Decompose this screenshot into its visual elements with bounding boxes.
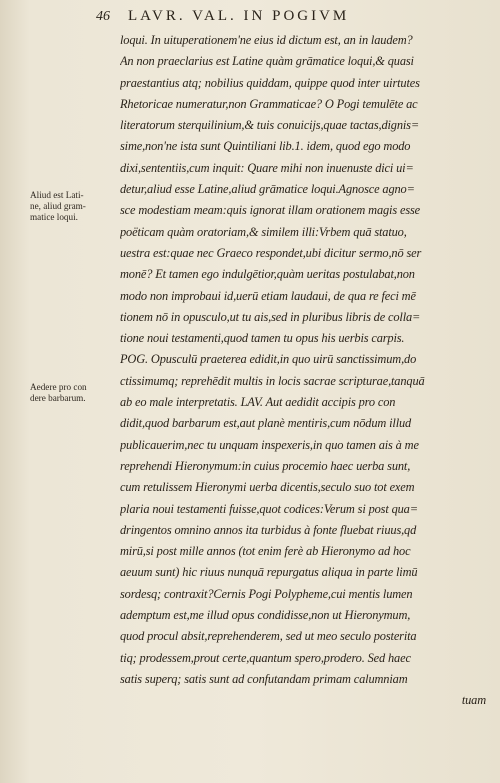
margin-note-aliud — [30, 190, 120, 224]
text-line: dixi,sententiis,cum inquit: Quare mihi non inuenuste dici ui= — [120, 160, 414, 175]
text-line: uestra est:quae nec Graeco respondet,ubi dicitur sermo,nō ser — [120, 245, 422, 260]
margin-note-line: Aedere pro con — [30, 382, 87, 392]
text-line: tionem nō in opusculo,ut tu ais,sed in pluribus libris de colla= — [120, 309, 421, 324]
text-line: sime,non'ne ista sunt Quintiliani lib.1. idem, quod ego modo — [120, 139, 411, 154]
text-line: An non praeclarius est Latine quàm grāmatice loqui,& quasi — [120, 54, 414, 69]
text-line: poëticam quàm oratoriam,& similem illi:Vrbem quā statuo, — [120, 224, 407, 239]
page-number: 46 — [96, 9, 110, 24]
text-line-last: tuam — [461, 693, 486, 708]
text-line: publicauerim,nec tu unquam inspexeris,in quo tamen ais à me — [120, 437, 419, 452]
margin-note-aedere — [30, 382, 120, 404]
text-line: modo non improbaui id,uerū etiam laudaui, de qua re feci mē — [120, 288, 416, 303]
text-line: monē? Et tamen ego indulgētior,quàm ueritas postulabat,non — [120, 267, 415, 282]
text-line: didit,quod barbarum est,aut planè mentiris,cum nōdum illud — [120, 416, 412, 431]
margin-note-line: matice loqui. — [30, 212, 78, 223]
text-line: ademptum est,me illud opus condidisse,non ut Hieronymum, — [120, 608, 411, 623]
text-line: POG. Opusculū praeterea edidit,in quo uirū sanctissimum,do — [120, 352, 417, 367]
text-line: cum retulissem Hieronymi uerba dicentis,seculo suo tot exem — [120, 480, 415, 495]
text-line: sordesq; contraxit?Cernis Pogi Polypheme,cui mentis lumen — [120, 586, 413, 601]
margin-note-line: ne, aliud gram- — [30, 201, 86, 212]
text-line: ab eo male interpretatis. LAV. Aut aedidit accipis pro con — [120, 395, 396, 410]
text-line: satis superq; satis sunt ad confutandam primam calumniam — [120, 671, 408, 686]
text-line: praestantius atq; nobilius quiddam, quippe quod inter uirtutes — [120, 75, 420, 90]
text-line: sce modestiam meam:quis ignorat illam orationem magis esse — [120, 203, 421, 218]
text-line: aeuum sunt) hic riuus nunquā repurgatus aliqua in parte limū — [120, 565, 418, 580]
text-line: mirū,si post mille annos (tot enim ferè ab Hieronymo ad hoc — [120, 544, 411, 559]
text-line: quod procul absit,reprehenderem, sed ut meo seculo posterita — [120, 629, 417, 644]
text-line: plaria noui testamenti fuisse,quot codices:Verum si post qua= — [120, 501, 418, 516]
text-line: literatorum sterquilinium,& tuis conuicijs,quae tactas,dignis= — [120, 118, 420, 133]
margin-note-line: Aliud est Lati- — [30, 190, 84, 200]
text-line: loqui. In uituperationem'ne eius id dictum est, an in laudem? — [120, 33, 413, 47]
text-line: reprehendi Hieronymum:in cuius procemio haec uerba sunt, — [120, 458, 411, 473]
page-header — [96, 8, 488, 30]
text-line: tiq; prodessem,prout certe,quantum spero,prodero. Sed haec — [120, 650, 411, 665]
text-line: detur,aliud esse Latine,aliud grāmatice loqui.Agnosce agno= — [120, 182, 415, 197]
running-head: LAVR. VAL. IN POGIVM — [128, 8, 350, 24]
text-line: tione noui testamenti,quod tamen tu opus his uerbis carpis. — [120, 331, 405, 346]
margin-note-line: dere barbarum. — [30, 393, 86, 404]
text-line: ctissimumq; reprehēdit multis in locis sacrae scripturae,tanquā — [120, 373, 425, 388]
text-line: Rhetoricae numeratur,non Grammaticae? O Pogi temulēte ac — [120, 96, 418, 111]
body-text — [120, 30, 486, 712]
text-line: dringentos omnino annos ita turbidus à fonte fluebat riuus,qd — [120, 522, 417, 537]
